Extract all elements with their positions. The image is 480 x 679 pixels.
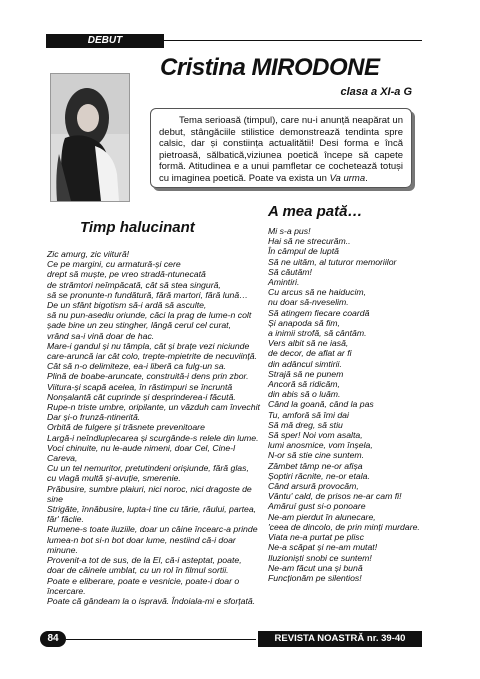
poem1-line: lumea-n bot si-n bot doar lume, nestiind că-i doar minune. [47, 534, 236, 555]
poem1-line: Mare-i gandul și nu tâmpla, cât și brațe vezi niciunde [47, 340, 250, 351]
poem2-line: Ne-am făcut una și bună [268, 562, 363, 573]
poem2-line: Vers albit să ne iasă, [268, 338, 349, 349]
poem2-line: Să căutăm! [268, 266, 312, 277]
poem2-line: Când la goană, când la pas [268, 399, 374, 410]
poem1-line: Orbită de fulgere și trăsnete prevenitoare [47, 422, 205, 433]
poem2-line: Viata ne-a purtat pe plisc [268, 532, 364, 543]
poem1-line: Dar și-o frunză-ntinerită. [47, 412, 141, 423]
poem1-line: Provenit-a tot de sus, de la El, că-i asteptat, poate, [47, 555, 242, 566]
poem1-line: Viitura-și scapă acelea, în răstimpuri se încruntă [47, 381, 233, 392]
poem1-line: Zic amurg, zic viitură! [47, 249, 130, 259]
poem2-line: din abis să o luăm. [268, 389, 341, 400]
poem2-line: Ne-a scăpat și ne-am mutat! [268, 542, 378, 553]
poem2-line: Să ne uităm, al tuturor memoriilor [268, 256, 397, 267]
poem1-line: Ce pe margini, cu armatură-și cere [47, 259, 181, 270]
poem2-line: de decor, de aflat ar fi [268, 348, 352, 359]
poem1-line: Plină de boabe-aruncate, construită-i dens prin zbor. [47, 371, 249, 382]
poem2-line: Cu arcus să ne haiducim, [268, 287, 367, 298]
poem1-line: Nonșalantă cât cuprinde și desprinderea-i făcută. [47, 391, 236, 402]
poem1-line: drept să muște, pe vreo stradă-ntunecată [47, 269, 206, 280]
editor-note-end: . [365, 172, 368, 184]
poem1-line: Rupe-n triste umbre, oripilante, un văzduh cam învechit [47, 402, 260, 413]
poem2-line: Ancoră să ridicăm, [268, 379, 340, 390]
poem2-line: Să sper! Noi vom asalta, [268, 430, 363, 441]
footer-rule [66, 639, 256, 640]
author-portrait-icon [51, 74, 129, 201]
poem1-line: Cât să n-o delimiteze, ea-i liberă ca fulg-un sa. [47, 361, 227, 372]
poem1-line: Poate e eliberare, poate e vesnicie, poate-i doar o încercare. [47, 575, 240, 596]
poem1-line: Rumene-s toate iluziile, doar un câine încearc-a prinde [47, 524, 258, 535]
poem1-body [47, 249, 265, 606]
poem2-line: Ne-am pierdut în alunecare, [268, 511, 376, 522]
poem2-line: Funcționăm pe silentios! [268, 572, 362, 583]
poem1-line: Strigăte, înnăbusire, lupta-i tine cu tărie, răului, partea, făr' făclie. [47, 504, 257, 525]
editor-note-main: Tema serioasă (timpul), care nu-i anunță neapărat un debut, stângăciile stilistice demonstrează tendinta spre calsic, dar și constiința actualitătii! Desi forma e încă pietroasă, sălbatică,viziunea poetică începe să capete formă. Atitudinea e a unui pamfletar ce cochetează totuși cu imaginea poetică. Poate va exista un [159, 115, 403, 184]
poem2-line: Șoptiri răcnite, ne-or etala. [268, 470, 370, 481]
poem1-line: Prăbusire, sumbre plaiuri, nici noroc, nici dragoste de sine [47, 483, 252, 504]
poem2-line: Vântu' cald, de prisos ne-ar cam fi! [268, 491, 402, 502]
poem1-line: De un sfânt bigotism să-i ardă să asculte, [47, 300, 207, 311]
poem1-line: cu vlagă multă și-avuție, smerenie. [47, 473, 181, 484]
poem1-line: care-aruncă iar cât colo, trepte-mpietrite de necuviință. [47, 351, 258, 362]
poem2-line: Zâmbet tâmp ne-or afișa [268, 460, 363, 471]
poem2-line: 'ceea de dincolo, de prin minți murdare. [268, 521, 420, 532]
poem2-line: Amăruí gust si-o ponoare [268, 501, 366, 512]
poem2-line: Și anapoda să fim, [268, 317, 340, 328]
poem1-line: de strămtori neîmpăcată, cât să stea singură, [47, 279, 221, 290]
poem2-line: În câmpul de luptă [268, 246, 339, 257]
editor-note [150, 108, 412, 188]
poem1-title: Timp halucinant [80, 219, 195, 236]
poem2-line: Când arsură provocăm, [268, 481, 359, 492]
poem2-line: din adâncul simtirii. [268, 358, 342, 369]
poem2-line: Tu, amforă să îmi dai [268, 409, 349, 420]
poem1-line: doar de câinele umblat, cu un rol în filmul sortii. [47, 565, 229, 576]
poem1-line: Largă-i neîndluplecarea și scurgânde-s relele din lume. [47, 432, 259, 443]
poem2-line: Mi s-a pus! [268, 226, 311, 236]
poem2-line: Iluzioniști snobi ce suntem! [268, 552, 372, 563]
poem2-line: N-or să stie cine suntem. [268, 450, 365, 461]
poem1-line: Cu un tel nemuritor, pretutindeni orișiunde, fără glas, [47, 463, 249, 474]
poem1-line: să nu pun-asediu oriunde, căci la prag de lume-n colt [47, 310, 252, 321]
poem2-line: Hai să ne strecurăm.. [268, 236, 351, 247]
author-name: Cristina MIRODONE [160, 54, 380, 81]
section-tab: DEBUT [46, 34, 164, 48]
poem1-line: șade bine un zeu stingher, lângă cerul cel curat, [47, 320, 232, 331]
poem2-line: lumi anosmice, vom înșela, [268, 440, 373, 451]
poem1-line: vrând sa-i vină doar de hac. [47, 330, 155, 341]
author-class: clasa a XI-a G [340, 86, 412, 98]
header-rule [164, 40, 422, 41]
page-number: 84 [40, 631, 66, 647]
poem2-title: A mea pată… [268, 203, 363, 220]
poem1-line: Voci chinuite, nu le-aude nimeni, doar Cel, Cine-l Careva, [47, 442, 236, 464]
poem2-line: Strajă să ne punem [268, 368, 344, 379]
magazine-name: REVISTA NOASTRĂ nr. 39-40 [258, 631, 422, 647]
editor-note-emphasis: Va urma [329, 172, 366, 184]
poem2-line: Să atingem fiecare coardă [268, 307, 370, 318]
poem2-line: Amintiri. [268, 277, 300, 288]
poem2-line: nu doar să-nveselim. [268, 297, 349, 308]
poem2-line: a inimii strofă, să cântăm. [268, 328, 367, 339]
poem2-line: Să mă dreg, să stiu [268, 419, 343, 430]
author-portrait [50, 73, 130, 202]
editor-note-text [159, 115, 403, 184]
poem2-body [268, 226, 430, 583]
poem1-line: Poate că gândeam la o ispravă. Îndoiala-mi e sforțată. [47, 595, 256, 606]
poem1-line: să se pronunte-n fundătură, fără martori, fără lună… [47, 289, 248, 300]
